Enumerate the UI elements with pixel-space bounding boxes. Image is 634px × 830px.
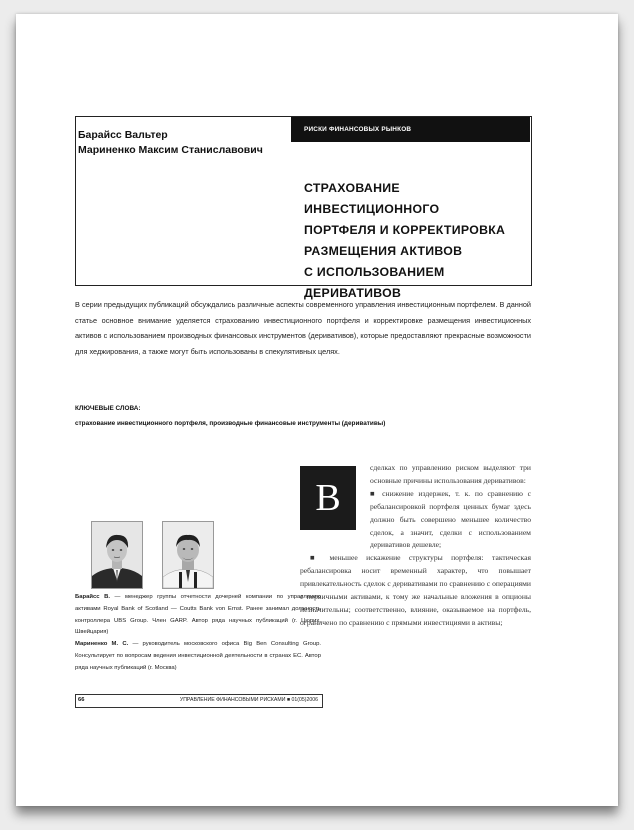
author-photo-marinenko bbox=[162, 521, 214, 589]
page-number: 66 bbox=[78, 697, 85, 703]
keywords-text: страхование инвестиционного портфеля, производные финансовые инструменты (деривативы) bbox=[75, 420, 386, 427]
title-line: ПОРТФЕЛЯ И КОРРЕКТИРОВКА bbox=[304, 223, 506, 237]
article-title bbox=[304, 178, 530, 304]
author-bios bbox=[75, 592, 321, 675]
bio-entry bbox=[75, 639, 321, 674]
portrait-icon bbox=[163, 522, 213, 588]
bio-text: — руководитель московского офиса Big Ben Consulting Group. Консультирует по вопросам ведения инвестиционной деятельности в странах ЕС. Автор ряда научных публикаций (г. Москва) bbox=[75, 641, 321, 671]
author-name: Мариненко Максим Станиславович bbox=[78, 144, 263, 156]
body-intro bbox=[370, 462, 531, 488]
bio-name: Мариненко М. С. bbox=[75, 641, 129, 648]
title-line: С ИСПОЛЬЗОВАНИЕМ ДЕРИВАТИВОВ bbox=[304, 265, 445, 300]
body-bullet-text: ■ снижение издержек, т. к. по сравнению с ребалансировкой портфеля ценных бумаг здесь должно быть совершено меньшее количество сделок, а значит, сделки с использованием деривативов дешевле; bbox=[370, 488, 531, 550]
journal-issue: УПРАВЛЕНИЕ ФИНАНСОВЫМИ РИСКАМИ ■ 01(05)2006 bbox=[179, 697, 318, 703]
abstract: В серии предыдущих публикаций обсуждались различные аспекты современного управления инвестиционным портфелем. В данной статье основное внимание уделяется страхованию инвестиционного портфеля и корректировке размещения инвестиционных активов с использованием производных финансовых инструментов (деривативов), которые предоставляют прекрасные возможности для хеджирования, а также могут быть использованы в спекулятивных целях. bbox=[75, 300, 531, 356]
bio-text: — менеджер группы отчетности дочерней компании по управлению активами Royal Bank of Scotland — Coutts Bank von Ernst. Ранее занимал должность контроллера UBS Group. Член GARP. Автор ряда научных публикаций (г. Цюрих, Швейцария) bbox=[75, 594, 321, 636]
rubric-label: РИСКИ ФИНАНСОВЫХ РЫНКОВ bbox=[291, 117, 530, 142]
body-bullet bbox=[370, 488, 531, 553]
author-name: Барайсс Вальтер bbox=[78, 129, 168, 141]
body-bullet-text: ■ меньшее искажение структуры портфеля: тактическая ребалансировка носит временный характер, что повышает привлекательность сделок с деривативами по сравнению с операциями с первичными активами, к тому же начальные вложения в опционы незначительны; соответственно, влияние, оказываемое на портфель, ограничено по сравнению с прямыми инвестициями в активы; bbox=[300, 553, 531, 627]
title-line: РАЗМЕЩЕНИЯ АКТИВОВ bbox=[304, 244, 463, 258]
body-bullet bbox=[300, 552, 531, 629]
body-intro-text: сделках по управлению риском выделяют три основные причины использования деривативов: bbox=[370, 463, 531, 485]
keywords-heading: КЛЮЧЕВЫЕ СЛОВА: bbox=[75, 405, 141, 412]
bio-name: Барайсс В. bbox=[75, 594, 110, 600]
portrait-icon bbox=[92, 522, 142, 588]
title-line: СТРАХОВАНИЕ ИНВЕСТИЦИОННОГО bbox=[304, 181, 440, 216]
bio-entry bbox=[75, 592, 321, 639]
author-names bbox=[78, 128, 288, 158]
author-photo-barayss bbox=[91, 521, 143, 589]
drop-cap: В bbox=[300, 466, 356, 530]
